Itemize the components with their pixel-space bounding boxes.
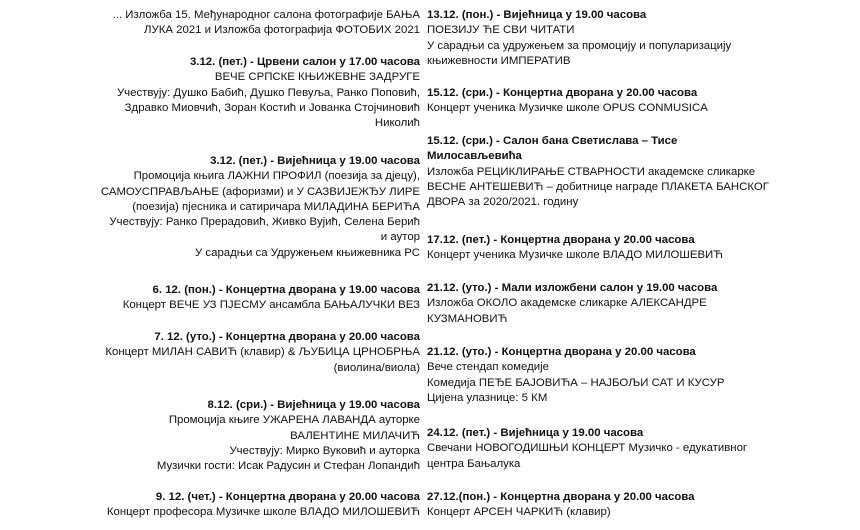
event-line: Здравко Миовчић, Зоран Костић и Јованка Стојчиновић [124,101,420,114]
event-line: САМОУСПРАВЉАЊЕ (афоризми) и У САЗВИЈЕЖЂУ ЛИРЕ [100,185,420,198]
event-heading: 13.12. (пон.) - Вијећница у 19.00 часова [427,9,647,21]
event-block [0,8,420,39]
event-line: Цијена улазнице: 5 КМ [427,391,548,404]
event-heading: 21.12. (уто.) - Концертна дворана у 20.00 часова [427,346,696,358]
event-line: (поезија) пјесника и сатиричара МИЛАДИНА БЕРИЋА [132,200,420,213]
event-line: ПОЕЗИЈУ ЋЕ СВИ ЧИТАТИ [427,24,575,37]
event-block [427,345,860,406]
event-line: ВЕСНЕ АНТЕШЕВИЋ – добитнице награде ПЛАКЕТА БАНСКОГ [427,180,769,193]
event-heading: 27.12.(пон.) - Концертна дворана у 20.00 часова [427,491,695,503]
event-line: ЛУКА 2021 и Изложба фотографија ФОТОБИХ 2021 [144,24,420,37]
event-heading: Милосављевића [427,150,522,163]
event-line: Учествују: Мирко Вуковић и ауторка [229,444,420,457]
event-line: центра Бањалука [427,457,521,470]
event-block [0,283,420,314]
event-line: Промоција књига ЛАЖНИ ПРОФИЛ (поезија за дјецу), [133,170,420,183]
event-heading: 8.12. (сри.) - Вијећница у 19.00 часова [207,399,420,411]
event-heading: 6. 12. (пон.) - Концертна дворана у 19.00 часова [152,284,420,296]
event-line: књижевности ИМПЕРАТИВ [427,54,571,67]
event-block [427,426,860,472]
event-block [427,134,860,210]
event-heading: 15.12. (сри.) - Концертна дворана у 20.00 часова [427,87,698,99]
event-heading: 15.12. (сри.) - Салон бана Светислава – Тисе [427,135,678,147]
event-line: ВАЛЕНТИНЕ МИЛАЧИЋ [290,429,420,442]
event-line: У сарадњи са Удружењем књижевника РС [195,246,420,259]
event-line: ВЕЧЕ СРПСКЕ КЊИЖЕВНЕ ЗАДРУГЕ [214,71,420,84]
event-line: ... Изложба 15. Међународног салона фотографије БАЊА [112,9,420,21]
event-heading: 3.12. (пет.) - Вијећница у 19.00 часова [210,155,420,167]
event-line: Музички гости: Исак Радусин и Стефан Лопандић [156,460,420,473]
event-heading: 21.12. (уто.) - Мали изложбени салон у 19.00 часова [427,282,718,294]
event-line: Изложба ОКОЛО академске сликарке АЛЕКСАНДРЕ [427,297,707,310]
event-line: У сарадњи са удружењем за промоцију и популаризацију [427,39,732,52]
event-line: Комедија ПЕЂЕ БАЈОВИЋА – НАЈБОЉИ САТ И КУСУР [427,376,725,389]
event-line: Учествују: Душко Бабић, Душко Певуља, Ранко Поповић, [116,86,420,99]
event-heading: 7. 12. (уто.) - Концертна дворана у 20.00 часова [154,331,420,343]
event-block [427,281,860,327]
event-line: Концерт професора Музичке школе ВЛАДО МИЛОШЕВИЋ [106,506,420,519]
event-line: (виолина/виола) [333,361,420,374]
event-line: Николић [374,117,420,130]
event-heading: 9. 12. (чет.) - Концертна дворана у 20.00 часова [155,491,420,503]
event-block [427,490,860,521]
event-line: Изложба РЕЦИКЛИРАЊЕ СТВАРНОСТИ академске сликарке [427,165,756,178]
event-line: Концерт ВЕЧЕ УЗ ПЈЕСМУ ансамбла БАЊАЛУЧКИ ВЕЗ [122,299,420,312]
event-block [0,55,420,131]
event-line: ДВОРА за 2020/2021. годину [427,196,579,209]
event-block [0,330,420,376]
event-line: Концерт МИЛАН САВИЋ (клавир) & ЉУБИЦА ЦРНОБРЊА [105,346,420,359]
event-heading: 24.12. (пет.) - Вијећница у 19.00 часова [427,427,644,439]
event-line: Концерт ученика Музичке школе OPUS CONMUSICA [427,102,708,115]
event-line: Промоција књиге УЖАРЕНА ЛАВАНДА ауторке [168,414,420,427]
event-line: Учествују: Ранко Прерадовић, Живко Вујић, Селена Берић [109,216,420,229]
event-heading: 3.12. (пет.) - Црвени салон у 17.00 часова [189,56,420,68]
event-block [427,8,860,69]
event-block [0,490,420,521]
event-line: Вече стендап комедије [427,361,549,374]
event-line: Концерт АРСЕН ЧАРКИЋ (клавир) [427,506,611,519]
event-block [0,398,420,474]
event-line: КУЗМАНОВИЋ [427,312,508,325]
event-line: Концерт ученика Музичке школе ВЛАДО МИЛОШЕВИЋ [427,249,723,262]
event-block [427,86,860,117]
event-heading: 17.12. (пет.) - Концертна дворана у 20.00 часова [427,234,695,246]
event-block [427,233,860,264]
event-line: Свечани НОВОГОДИШЊИ КОНЦЕРТ Музичко - едукативног [427,442,748,455]
event-line: и аутор [380,231,420,244]
event-block [0,154,420,261]
